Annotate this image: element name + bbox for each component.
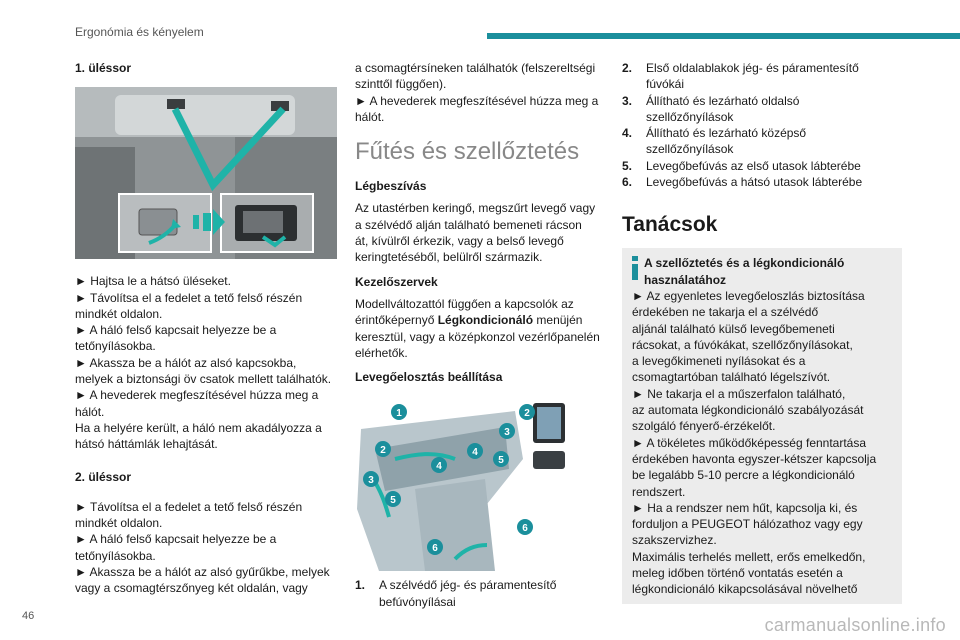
text-line: ► Ha a rendszer nem hűt, kapcsolja ki, és — [632, 500, 858, 515]
text-line: a szélvédő alján található bemeneti rácson — [355, 217, 582, 232]
text-line: elérhetők. — [355, 345, 408, 360]
text-line: Maximális terhelés mellett, erős emelkedőn, — [632, 549, 866, 564]
text-fragment: menüjén — [533, 313, 583, 328]
list-item — [622, 60, 902, 93]
text-line: forduljon a PEUGEOT hálózathoz vagy egy — [632, 517, 863, 532]
info-title-line: használatához — [644, 272, 727, 287]
text-line: Levegőbefúvás a hátsó utasok lábterébe — [646, 175, 863, 190]
list-item — [622, 158, 902, 174]
text-line: Modellváltozattól függően a kapcsolók az — [355, 296, 574, 311]
text-line: Állítható és lezárható középső — [646, 126, 807, 141]
text-line: érdekében ne takarja el a szélvédő — [632, 305, 819, 320]
text-line: meleg időben történő vontatás esetén a — [632, 566, 843, 581]
column-3 — [622, 60, 902, 604]
heading-row-1: 1. üléssor — [75, 61, 132, 75]
text-line: át, kívülről érkezik, vagy a belső levegő — [355, 234, 564, 249]
text-line: rendszert. — [632, 484, 686, 499]
info-title-line: A szellőztetés és a légkondicionáló — [644, 256, 845, 271]
callout-label: 6 — [432, 543, 438, 555]
text-line: szellőzőnyílások — [646, 109, 734, 124]
text-line: légkondicionáló kikapcsolásával növelhető — [632, 582, 858, 597]
text-line: melyek a biztonsági öv csatok mellett találhatók. — [75, 372, 332, 387]
list-item — [622, 93, 902, 126]
text-line: érdekében havonta egyszer-kétszer kapcsolja — [632, 451, 877, 466]
text-line: hálót. — [355, 109, 385, 124]
text-line: befúvónyílásai — [379, 594, 456, 609]
controls-text — [355, 296, 611, 361]
callout-2 — [519, 404, 535, 420]
text-line: szolgáló fényerő-érzékelőt. — [632, 419, 776, 434]
list-item — [622, 174, 902, 190]
menu-name-bold: Légkondicionáló — [437, 313, 534, 328]
text-line: mindkét oldalon. — [75, 306, 163, 321]
text-line: fúvókái — [646, 77, 685, 92]
watermark: carmanualsonline.info — [764, 615, 946, 635]
text-line: ► Távolítsa el a fedelet a tető felső részén — [75, 499, 303, 514]
vent-list-start — [355, 577, 611, 610]
text-line: ► A hevederek megfeszítésével húzza meg a — [355, 93, 599, 108]
text-line: a levegőkimeneti nyílásokat és a — [632, 354, 806, 369]
text-line: A szélvédő jég- és páramentesítő — [379, 578, 557, 593]
callout-6 — [517, 519, 533, 535]
row1-instructions — [75, 273, 337, 452]
callout-label: 4 — [472, 447, 478, 459]
text-line: az automata légkondicionáló szabályozását — [632, 403, 864, 418]
callout-1 — [391, 404, 407, 420]
text-line: ► A hevederek megfeszítésével húzza meg a — [75, 388, 319, 403]
text-line: Ha a helyére került, a háló nem akadályozza a — [75, 420, 322, 435]
list-item — [622, 125, 902, 158]
text-line: a csomagtérsíneken találhatók (felszereltségi — [355, 61, 596, 75]
text-line: rácsokat, a fúvókákat, szellőzőnyílásokat, — [632, 337, 853, 352]
header-accent-bar — [487, 33, 960, 39]
text-line: szellőzőnyílások — [646, 142, 734, 157]
list-number: 4. — [622, 126, 633, 141]
callout-label: 3 — [368, 475, 374, 487]
column-2 — [355, 60, 611, 610]
text-line: ► Akassza be a hálót az alsó gyűrűkbe, melyek — [75, 565, 330, 580]
subheading-controls: Kezelőszervek — [355, 274, 438, 289]
vent-list-continued — [622, 60, 902, 190]
text-line: Levegőbefúvás az első utasok lábterébe — [646, 158, 861, 173]
section-heading-tips: Tanácsok — [622, 213, 718, 237]
callout-label: 4 — [436, 461, 442, 473]
text-line: csomagtartóban található légelszívót. — [632, 370, 831, 385]
list-number: 1. — [355, 578, 366, 593]
callout-label: 1 — [396, 408, 402, 420]
text-line: mindkét oldalon. — [75, 516, 163, 531]
text-line: Állítható és lezárható oldalsó — [646, 93, 800, 108]
text-line: szinttől függően). — [355, 77, 447, 92]
callout-label: 6 — [522, 523, 528, 535]
callout-4 — [431, 457, 447, 473]
text-line: ► Távolítsa el a fedelet a tető felső részén — [75, 290, 303, 305]
cabin-airflow-diagram — [355, 399, 565, 571]
running-header: Ergonómia és kényelem — [75, 25, 204, 39]
air-distribution-diagram — [355, 399, 565, 571]
text-fragment: érintőképernyő — [355, 313, 438, 328]
subheading-air-distribution: Levegőelosztás beállítása — [355, 370, 503, 385]
text-line: ► A háló felső kapcsait helyezze be a — [75, 532, 277, 547]
row2-instructions — [75, 499, 337, 597]
callout-label: 5 — [498, 455, 504, 467]
callout-5 — [385, 491, 401, 507]
info-icon — [632, 256, 638, 280]
callout-3b — [363, 471, 379, 487]
text-line: hálót. — [75, 404, 105, 419]
info-box — [622, 248, 902, 603]
trunk-net-image — [75, 87, 337, 259]
list-number: 2. — [622, 61, 633, 75]
list-number: 6. — [622, 175, 633, 190]
heading-row-2: 2. üléssor — [75, 469, 132, 484]
list-number: 3. — [622, 93, 633, 108]
text-line: ► Az egyenletes levegőeloszlás biztosítása — [632, 288, 865, 303]
text-line: keringtetéséből, belülről származik. — [355, 250, 543, 265]
text-line: ► Ne takarja el a műszerfalon található, — [632, 386, 846, 401]
text-line: szakszervizhez. — [632, 533, 717, 548]
text-line: ► A háló felső kapcsait helyezze be a — [75, 323, 277, 338]
callout-label: 5 — [390, 495, 396, 507]
text-line — [355, 312, 611, 328]
text-line: ► Hajtsa le a hátsó üléseket. — [75, 274, 231, 289]
callout-label: 2 — [380, 445, 386, 457]
callout-6b — [427, 539, 443, 555]
text-line: Az utastérben keringő, megszűrt levegő vagy — [355, 201, 596, 216]
subheading-air-intake: Légbeszívás — [355, 179, 427, 194]
text-line: keresztül, vagy a középkonzol vezérlőpanelén — [355, 329, 600, 344]
text-line: ► A tökéletes működőképesség fenntartása — [632, 435, 867, 450]
callout-3 — [499, 423, 515, 439]
text-line: hátsó háttámlák lehajtását. — [75, 437, 218, 452]
page-number: 46 — [22, 610, 35, 622]
callout-label: 2 — [524, 408, 530, 420]
text-line: be legalább 5-10 percre a légkondicionáló — [632, 468, 855, 483]
list-item — [355, 577, 611, 610]
column-1 — [75, 60, 337, 597]
callout-5b — [493, 451, 509, 467]
section-heading-heating: Fűtés és szellőztetés — [355, 138, 580, 166]
text-line: Első oldalablakok jég- és páramentesítő — [646, 61, 859, 75]
callout-4b — [467, 443, 483, 459]
text-line: tetőnyílásokba. — [75, 339, 156, 354]
callout-label: 3 — [504, 427, 510, 439]
text-line: vagy a csomagtérszőnyeg két oldalán, vagy — [75, 581, 308, 596]
text-line: aljánál található külső levegőbemeneti — [632, 321, 835, 336]
trunk-net-illustration — [75, 87, 337, 259]
text-line: ► Akassza be a hálót az alsó kapcsokba, — [75, 355, 297, 370]
callout-2b — [375, 441, 391, 457]
air-intake-text — [355, 200, 611, 265]
list-number: 5. — [622, 158, 633, 173]
text-line: tetőnyílásokba. — [75, 548, 156, 563]
